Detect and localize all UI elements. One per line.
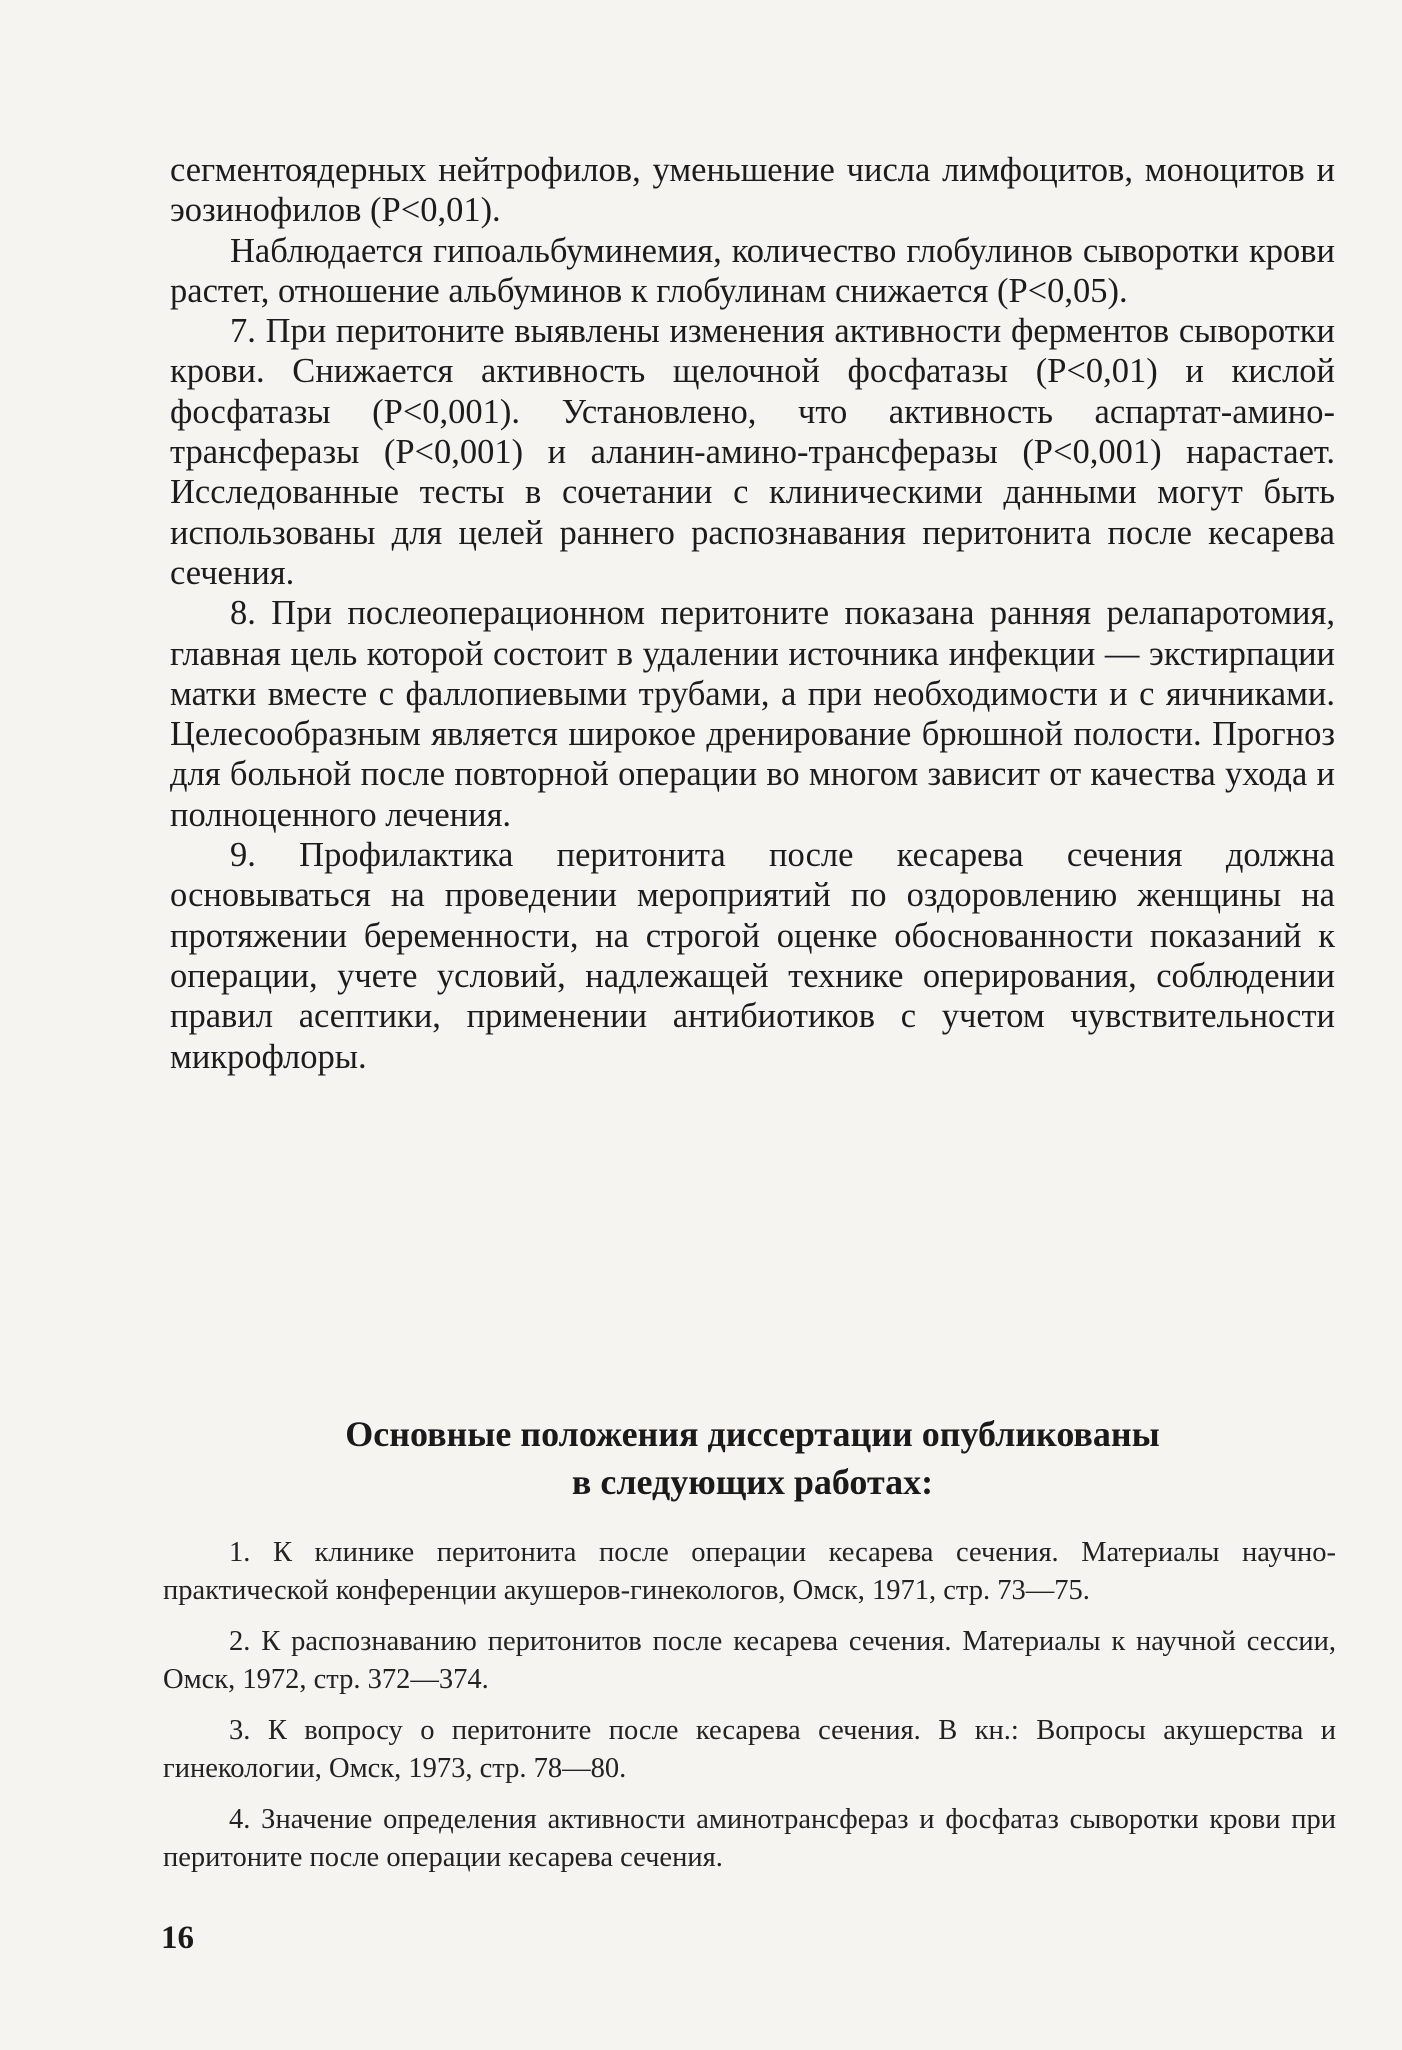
body-text — [170, 150, 1335, 1077]
section-heading-line-2: в следующих работах: — [571, 1462, 934, 1502]
paragraph-item-8: 8. При послеоперационном перитоните показана ранняя релапаротомия, главная цель которой состоит в удалении источника инфекции — экстирпации матки вместе с фаллопиевыми трубами, а при необходимости и с яичниками. Целесообразным является широкое дренирование брюшной полости. Прогноз для больной после повторной операции во многом зависит от качества ухода и полноценного лечения. — [170, 594, 1335, 834]
reference-item-1: 1. К клинике перитонита после операции кесарева сечения. Материалы научно-практической конференции акушеров-гинекологов, Омск, 1971, стр. 73—75. — [163, 1537, 1336, 1606]
reference-item-2: 2. К распознаванию перитонитов после кесарева сечения. Материалы к научной сессии, Омск, 1972, стр. 372—374. — [163, 1626, 1336, 1695]
page-number: 16 — [161, 1920, 194, 1956]
references-list — [163, 1534, 1336, 1890]
section-heading-line-1: Основные положения диссертации опубликованы — [345, 1414, 1160, 1454]
paragraph-globulins: Наблюдается гипоальбуминемия, количество глобулинов сыворотки крови растет, отношение альбуминов к глобулинам снижается (Р<0,05). — [170, 231, 1335, 310]
reference-item-4: 4. Значение определения активности аминотрансфераз и фосфатаз сыворотки крови при перитоните после операции кесарева сечения. — [163, 1804, 1336, 1873]
paragraph-continued: сегментоядерных нейтрофилов, уменьшение числа лимфоцитов, моноцитов и эозинофилов (Р<0,01). — [170, 151, 1335, 230]
reference-item-3: 3. К вопросу о перитоните после кесарева сечения. В кн.: Вопросы акушерства и гинекологии, Омск, 1973, стр. 78—80. — [163, 1715, 1336, 1784]
section-heading — [170, 1410, 1335, 1506]
paragraph-item-7: 7. При перитоните выявлены изменения активности ферментов сыворотки крови. Снижается активность щелочной фосфатазы (Р<0,01) и кислой фосфатазы (Р<0,001). Установлено, что активность аспартат-амино-трансферазы (Р<0,001) и аланин-амино-трансферазы (Р<0,001) нарастает. Исследованные тесты в сочетании с клиническими данными могут быть использованы для целей раннего распознавания перитонита после кесарева сечения. — [170, 312, 1335, 592]
paragraph-item-9: 9. Профилактика перитонита после кесарева сечения должна основываться на проведении мероприятий по оздоровлению женщины на протяжении беременности, на строгой оценке обоснованности показаний к операции, учете условий, надлежащей технике оперирования, соблюдении правил асептики, применении антибиотиков с учетом чувствительности микрофлоры. — [170, 836, 1335, 1076]
